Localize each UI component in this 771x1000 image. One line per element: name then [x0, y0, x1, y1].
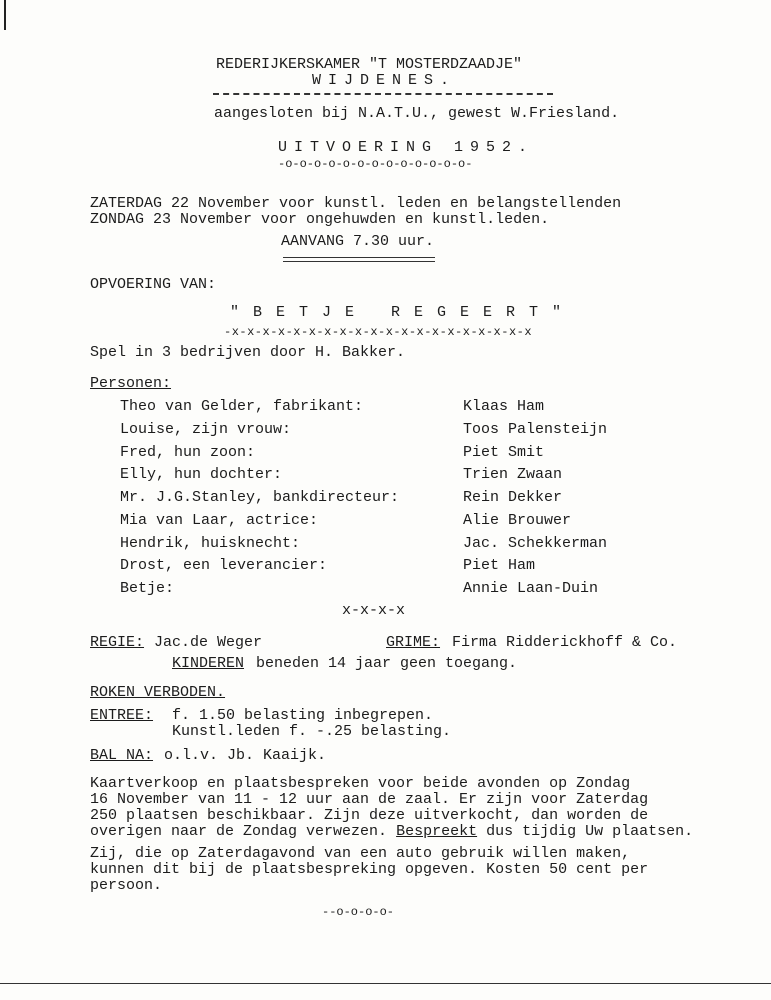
- transport-line-1: Zij, die op Zaterdagavond van een auto gebruik willen maken,: [90, 845, 631, 862]
- tickets-bespreekt: Bespreekt: [396, 823, 478, 840]
- smoking-notice: ROKEN VERBODEN.: [90, 684, 226, 701]
- page-bottom-line: [0, 983, 771, 984]
- cast-actor: Klaas Ham: [463, 398, 545, 415]
- entree-line-2: Kunstl.leden f. -.25 belasting.: [172, 723, 452, 740]
- play-description: Spel in 3 bedrijven door H. Bakker.: [90, 344, 406, 361]
- ball-label: BAL NA:: [90, 747, 154, 764]
- date-sunday: ZONDAG 23 November voor ongehuwden en kunstl.leden.: [90, 211, 550, 228]
- cast-role: Elly, hun dochter:: [120, 466, 283, 483]
- tickets-line-4: [90, 824, 693, 840]
- cast-actor: Toos Palensteijn: [463, 421, 608, 438]
- tickets-line-1: Kaartverkoop en plaatsbespreken voor beide avonden op Zondag: [90, 775, 631, 792]
- cast-actor: Piet Ham: [463, 557, 536, 574]
- cast-actor: Trien Zwaan: [463, 466, 563, 483]
- start-time: AANVANG 7.30 uur.: [281, 233, 435, 250]
- tickets-line-2: 16 November van 11 - 12 uur aan de zaal. Er zijn voor Zaterdag: [90, 791, 649, 808]
- affiliation-line: aangesloten bij N.A.T.U., gewest W.Friesland.: [214, 105, 620, 122]
- grime-value: Firma Ridderickhoff & Co.: [452, 634, 678, 651]
- cast-role: Mia van Laar, actrice:: [120, 512, 319, 529]
- regie-value: Jac.de Weger: [154, 634, 263, 651]
- transport-line-2: kunnen dit bij de plaatsbespreking opgeven. Kosten 50 cent per: [90, 861, 649, 878]
- tickets-line-4-end: dus tijdig Uw plaatsen.: [486, 823, 694, 840]
- tickets-line-4-start: overigen naar de Zondag verwezen.: [90, 823, 388, 840]
- children-label: KINDEREN: [172, 655, 245, 672]
- cast-actor: Piet Smit: [463, 444, 545, 461]
- cast-role: Theo van Gelder, fabrikant:: [120, 398, 364, 415]
- play-title-rule: -x-x-x-x-x-x-x-x-x-x-x-x-x-x-x-x-x-x-x-x: [224, 325, 533, 339]
- ball-text: o.l.v. Jb. Kaaijk.: [164, 747, 327, 764]
- header-dashed-rule: [213, 93, 553, 95]
- entree-line-1: f. 1.50 belasting inbegrepen.: [172, 707, 434, 724]
- start-time-rule: [283, 257, 435, 262]
- cast-actor: Alie Brouwer: [463, 512, 572, 529]
- cast-role: Fred, hun zoon:: [120, 444, 256, 461]
- children-text: beneden 14 jaar geen toegang.: [256, 655, 518, 672]
- tickets-line-3: 250 plaatsen beschikbaar. Zijn deze uitverkocht, dan worden de: [90, 807, 649, 824]
- date-saturday: ZATERDAG 22 November voor kunstl. leden en belangstellenden: [90, 195, 622, 212]
- grime-label: GRIME:: [386, 634, 441, 651]
- transport-line-3: persoon.: [90, 877, 163, 894]
- place-name: WIJDENES.: [312, 72, 457, 89]
- cast-role: Mr. J.G.Stanley, bankdirecteur:: [120, 489, 400, 506]
- cast-role: Betje:: [120, 580, 175, 597]
- play-title: "BETJE REGEERT": [230, 304, 576, 321]
- society-name: REDERIJKERSKAMER "T MOSTERDZAADJE": [216, 56, 523, 73]
- cast-heading: Personen:: [90, 375, 172, 392]
- page-edge-mark: [4, 0, 6, 30]
- cast-role: Hendrik, huisknecht:: [120, 535, 301, 552]
- cast-actor: Rein Dekker: [463, 489, 563, 506]
- cast-actor: Annie Laan-Duin: [463, 580, 599, 597]
- performance-title: UITVOERING 1952.: [278, 139, 535, 156]
- footer-rule: --o-o-o-o-: [322, 905, 395, 919]
- performance-title-rule: -o-o-o-o-o-o-o-o-o-o-o-o-o-: [278, 157, 473, 171]
- regie-label: REGIE:: [90, 634, 145, 651]
- cast-separator: x-x-x-x: [342, 602, 406, 619]
- cast-role: Louise, zijn vrouw:: [120, 421, 292, 438]
- entree-label: ENTREE:: [90, 707, 154, 724]
- play-heading: OPVOERING VAN:: [90, 276, 217, 293]
- cast-actor: Jac. Schekkerman: [463, 535, 608, 552]
- cast-role: Drost, een leverancier:: [120, 557, 328, 574]
